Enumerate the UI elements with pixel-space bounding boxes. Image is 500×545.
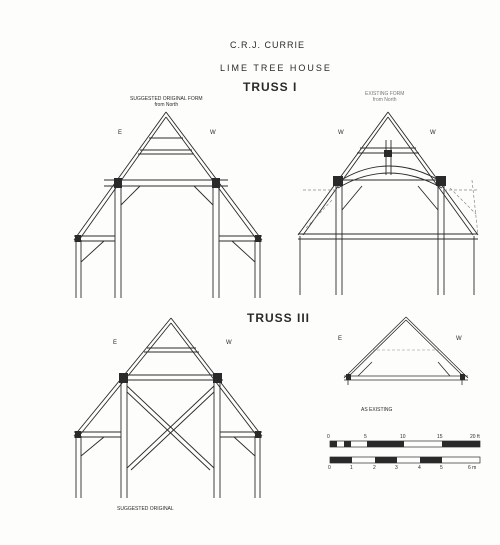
- west-label: W: [456, 336, 462, 342]
- scale-feet-label: 20 ft: [470, 434, 480, 440]
- scale-metre-label: 1: [350, 465, 353, 471]
- scale-feet-label: 0: [327, 434, 330, 440]
- truss-three-original-caption: SUGGESTED ORIGINAL: [117, 506, 174, 512]
- caption-line: from North: [154, 102, 179, 108]
- scale-metre-label: 5: [440, 465, 443, 471]
- east-label: E: [338, 336, 343, 342]
- scale-feet-label: 15: [437, 434, 443, 440]
- scale-feet-label: 5: [364, 434, 367, 440]
- caption-line: EXISTING FORM: [365, 91, 405, 97]
- scale-metre-label: 3: [395, 465, 398, 471]
- truss-one-heading: TRUSS I: [243, 80, 298, 94]
- caption-line: from North: [372, 97, 397, 103]
- truss-three-existing-caption: AS EXISTING: [361, 407, 393, 413]
- scale-metre-label: 0: [328, 465, 331, 471]
- east-label: W: [338, 130, 344, 136]
- house-title: LIME TREE HOUSE: [220, 63, 332, 73]
- scale-metre-label: 6 m: [468, 465, 477, 471]
- west-label: W: [430, 130, 436, 136]
- caption-line: SUGGESTED ORIGINAL FORM: [130, 96, 203, 102]
- truss-three-heading: TRUSS III: [247, 311, 311, 325]
- west-label: W: [210, 130, 216, 136]
- west-label: W: [226, 340, 232, 346]
- east-label: E: [113, 340, 118, 346]
- east-label: E: [118, 130, 123, 136]
- scale-metre-label: 4: [418, 465, 421, 471]
- author-title: C.R.J. CURRIE: [230, 40, 306, 50]
- scale-metre-label: 2: [373, 465, 376, 471]
- scale-feet-label: 10: [400, 434, 406, 440]
